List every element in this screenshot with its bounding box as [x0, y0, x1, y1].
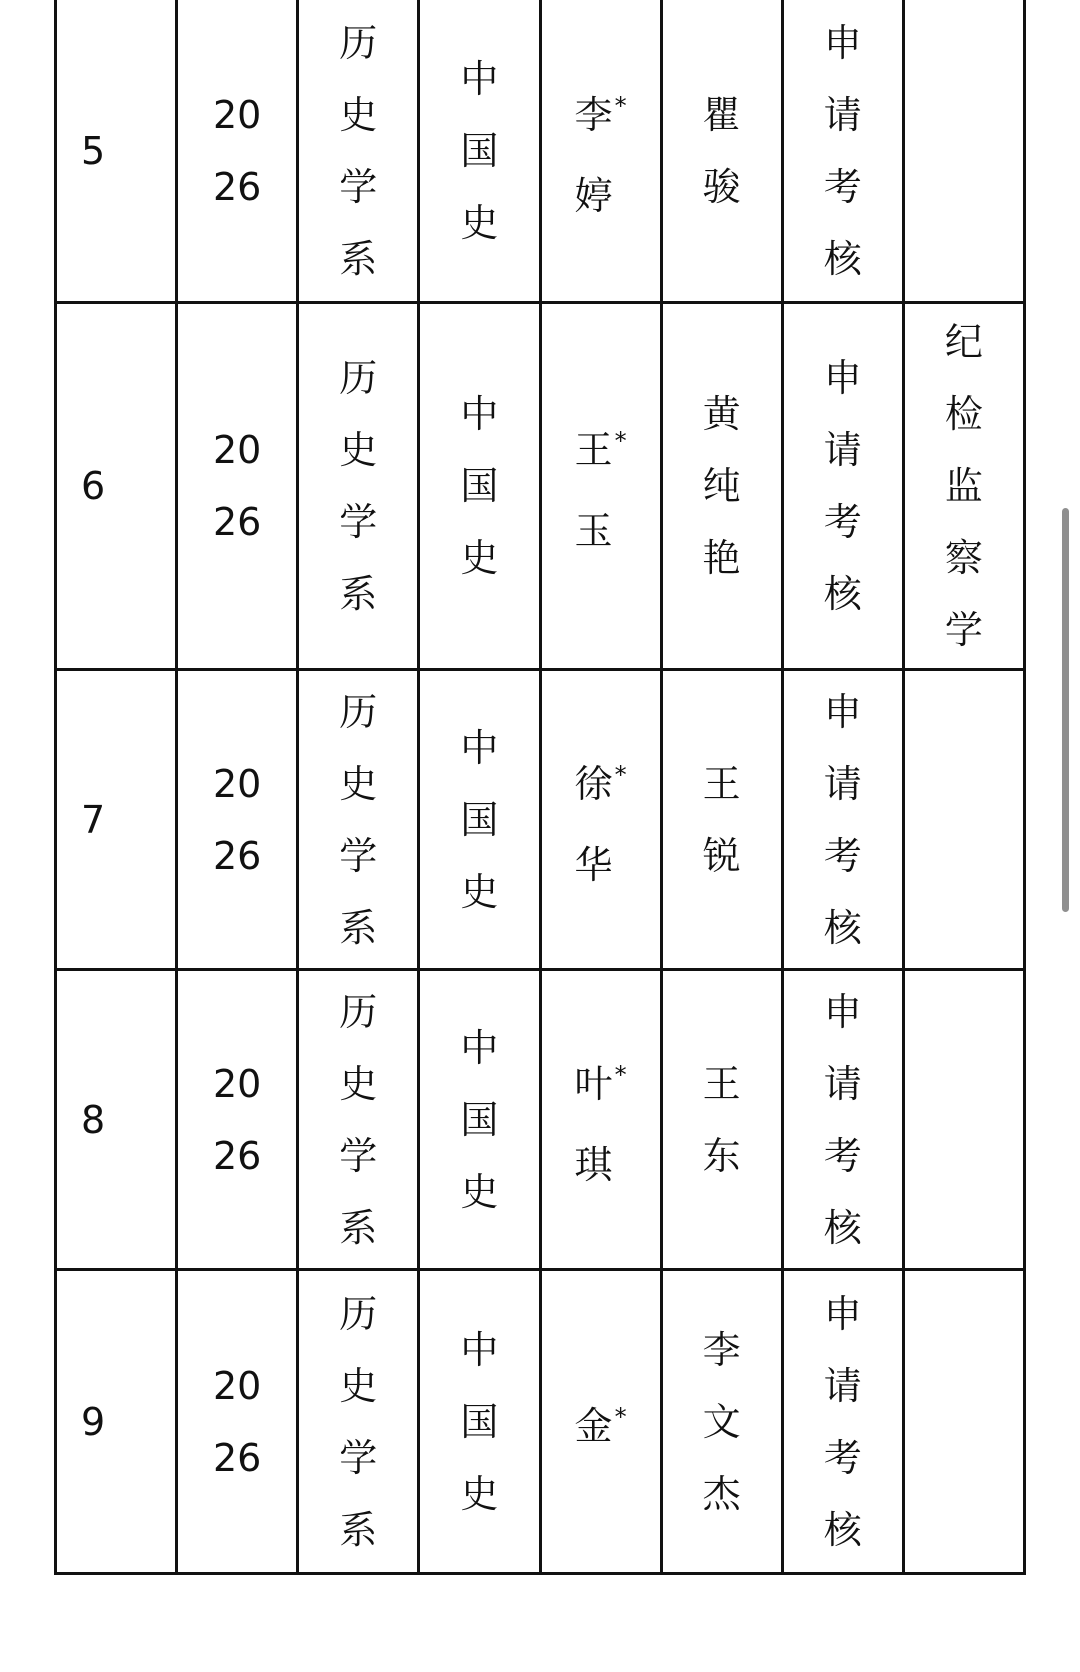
vertical-scrollbar[interactable] [1062, 508, 1069, 912]
cell-major [419, 1270, 540, 1574]
year-text: 20 26 [213, 1061, 262, 1178]
serial-number: 8 [81, 1097, 106, 1142]
cell-note [903, 0, 1024, 303]
supervisor-name: 瞿 骏 [702, 92, 741, 209]
department-text: 历 史 学 系 [339, 1291, 378, 1552]
student-name [575, 739, 627, 901]
department-text: 历 史 学 系 [339, 989, 378, 1250]
serial-number: 5 [81, 128, 106, 173]
supervisor-name: 李 文 杰 [702, 1327, 741, 1516]
cell-year [177, 303, 298, 670]
supervisor-name: 王 东 [702, 1061, 741, 1178]
cell-supervisor [661, 0, 782, 303]
cell-year [177, 670, 298, 970]
cell-year [177, 970, 298, 1270]
redaction-star: * [614, 427, 627, 455]
cell-serial-number [56, 303, 177, 670]
student-name-line2: 玉 [574, 509, 613, 553]
cell-admission-method [782, 670, 903, 970]
student-name-line2: 华 [574, 842, 613, 887]
cell-note [903, 970, 1024, 1270]
redaction-star: * [614, 1403, 627, 1431]
student-name [575, 1039, 627, 1201]
cell-major [419, 670, 540, 970]
redaction-star: * [614, 1060, 627, 1089]
student-name-line1: 李 [574, 92, 613, 137]
cell-admission-method [782, 303, 903, 670]
table-row [56, 670, 1025, 970]
supervisor-name: 黄 纯 艳 [702, 392, 741, 580]
cell-supervisor [661, 303, 782, 670]
year-text: 20 26 [213, 92, 262, 209]
department-text: 历 史 学 系 [339, 356, 378, 616]
note-text: 纪 检 监 察 学 [944, 320, 983, 652]
cell-student-name [540, 970, 661, 1270]
admission-method: 申 请 考 核 [823, 689, 862, 950]
cell-student-name [540, 670, 661, 970]
cell-major [419, 0, 540, 303]
year-text: 20 26 [213, 761, 262, 878]
student-name-line2: 琪 [574, 1142, 613, 1187]
serial-number: 6 [81, 464, 106, 508]
cell-admission-method [782, 1270, 903, 1574]
cell-major [419, 970, 540, 1270]
cell-serial-number [56, 0, 177, 303]
admissions-table [54, 0, 1026, 1575]
redaction-star: * [614, 760, 627, 789]
cell-admission-method [782, 0, 903, 303]
cell-student-name [540, 303, 661, 670]
major-text: 中 国 史 [460, 1025, 499, 1214]
cell-department [298, 970, 419, 1270]
table-row [56, 303, 1025, 670]
cell-year [177, 0, 298, 303]
cell-note [903, 303, 1024, 670]
year-text: 20 26 [213, 428, 262, 544]
cell-admission-method [782, 970, 903, 1270]
cell-student-name [540, 1270, 661, 1574]
cell-serial-number [56, 1270, 177, 1574]
cell-serial-number [56, 670, 177, 970]
serial-number: 9 [81, 1399, 106, 1444]
student-name-line1: 叶 [574, 1061, 613, 1106]
department-text: 历 史 学 系 [339, 689, 378, 950]
student-name-line1: 王 [574, 428, 613, 472]
major-text: 中 国 史 [460, 392, 499, 580]
student-name-line2: 婷 [574, 173, 613, 218]
admission-method: 申 请 考 核 [823, 20, 862, 281]
major-text: 中 国 史 [460, 725, 499, 914]
supervisor-name: 王 锐 [702, 761, 741, 878]
student-name [575, 70, 627, 232]
cell-major [419, 303, 540, 670]
redaction-star: * [614, 91, 627, 120]
cell-student-name [540, 0, 661, 303]
table-row [56, 0, 1025, 303]
department-text: 历 史 学 系 [339, 20, 378, 281]
cell-year [177, 1270, 298, 1574]
cell-department [298, 303, 419, 670]
major-text: 中 国 史 [460, 1327, 499, 1516]
cell-department [298, 670, 419, 970]
admission-method: 申 请 考 核 [823, 989, 862, 1250]
cell-department [298, 0, 419, 303]
cell-department [298, 1270, 419, 1574]
cell-supervisor [661, 670, 782, 970]
cell-note [903, 670, 1024, 970]
major-text: 中 国 史 [460, 56, 499, 245]
table-row [56, 970, 1025, 1270]
cell-serial-number [56, 970, 177, 1270]
student-name-line1: 金 [574, 1404, 613, 1448]
table-row [56, 1270, 1025, 1574]
serial-number: 7 [81, 797, 106, 842]
cell-note [903, 1270, 1024, 1574]
student-name-line1: 徐 [574, 761, 613, 806]
year-text: 20 26 [213, 1363, 262, 1480]
cell-supervisor [661, 970, 782, 1270]
cell-supervisor [661, 1270, 782, 1574]
admission-method: 申 请 考 核 [823, 356, 862, 616]
student-name [575, 405, 627, 567]
admission-method: 申 请 考 核 [823, 1291, 862, 1552]
student-name [575, 1381, 627, 1462]
